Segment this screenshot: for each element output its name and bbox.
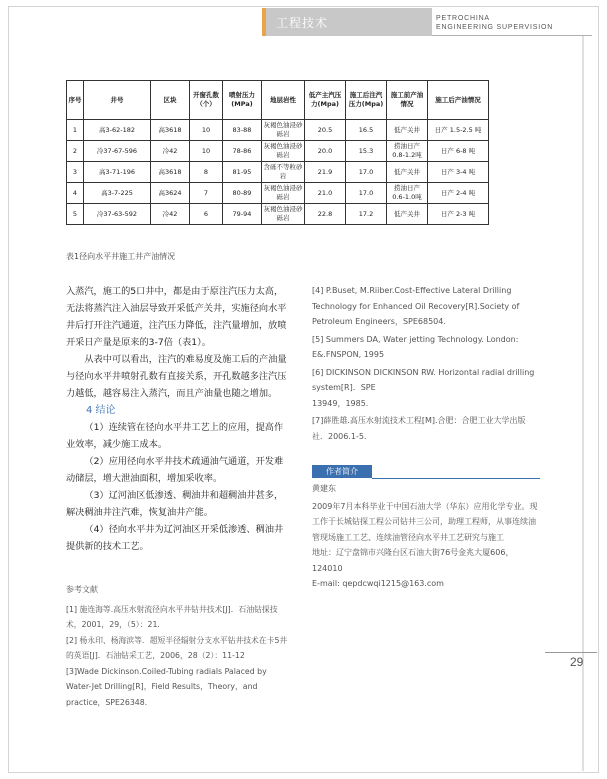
header-en-line1: PETROCHINA (436, 15, 490, 22)
author-name: 黄建东 (312, 484, 336, 493)
table-cell: 高3618 (151, 162, 190, 183)
section-title-conclusion: 4 结论 (86, 405, 116, 416)
author-tag: 作者简介 (312, 465, 372, 478)
table-cell: 高3-7-225 (84, 183, 151, 204)
table-cell: 20.5 (305, 120, 346, 141)
table-cell: 冷42 (151, 204, 190, 225)
reference-item: [2] 杨永印、杨海滨等．超短半径辐射分支水平钻井技术在卡5井的英语[J]．石油钻采工艺，2006，28（2）：11-12 (66, 635, 288, 660)
header-accent (262, 8, 266, 36)
table-cell: 2 (67, 141, 84, 162)
table-cell: 4 (67, 183, 84, 204)
table-cell: 日产 3-4 吨 (428, 162, 489, 183)
col-header: 井号 (84, 81, 151, 120)
table-cell: 15.3 (346, 141, 387, 162)
header-en-line2: ENGINEERING SUPERVISION (436, 24, 554, 31)
table-cell: 17.2 (346, 204, 387, 225)
conclusion-item: （2）应用径向水平井技术疏通油气通道，开发难动储层，增大泄油面积，增加采收率。 (66, 456, 284, 484)
table-cell: 3 (67, 162, 84, 183)
table-cell: 冷37-63-592 (84, 204, 151, 225)
author-bio: 2009年7月本科毕业于中国石油大学（华东）应用化学专业。现工作于长城钻探工程公司钻井三公司，助理工程师，从事连续油管现场施工工艺、连续油管径向水平井工艺研究与施工 (312, 501, 538, 542)
table-cell: 高3-62-182 (84, 120, 151, 141)
conclusion-item: （3）辽河油区低渗透、稠油井和超稠油井甚多，解决稠油井注汽难，恢复油井产能。 (66, 490, 284, 518)
table-cell: 高3-71-196 (84, 162, 151, 183)
table-cell: 灰褐色油浸砂砾岩 (262, 183, 305, 204)
col-header: 地层岩性 (262, 81, 305, 120)
reference-item: [4] P.Buset, M.Riiber.Cost-Effective Lateral Drilling Technology for Enhanced Oil Recovery[R].Society of Petroleum Engineers，SPE68504. (312, 286, 520, 326)
table-cell: 低产关井 (387, 204, 428, 225)
table-cell: 16.5 (346, 120, 387, 141)
table-cell: 78-86 (223, 141, 262, 162)
author-block (312, 481, 540, 592)
table-cell: 日产 6-8 吨 (428, 141, 489, 162)
col-header: 开窗孔数（个） (190, 81, 223, 120)
table-cell: 81-95 (223, 162, 262, 183)
left-column (66, 283, 292, 555)
header-title: 工程技术 (276, 16, 329, 30)
reference-item: [7]薛胜雄.高压水射流技术工程[M].合肥：合肥工业大学出版社．2006.1-5. (312, 416, 526, 441)
table-cell: 17.0 (346, 162, 387, 183)
reference-item: 13949，1985. (312, 398, 369, 408)
table-cell: 1 (67, 120, 84, 141)
table-caption: 表1径向水平井施工井产油情况 (66, 252, 176, 261)
conclusion-item: （4）径向水平井为辽河油区开采低渗透、稠油井提供新的技术工艺。 (66, 524, 284, 552)
table-header-row (67, 81, 489, 120)
table-cell: 10 (190, 141, 223, 162)
table-cell: 低产关井 (387, 162, 428, 183)
page-number-rule (545, 652, 597, 653)
table-cell: 6 (190, 204, 223, 225)
table-cell: 17.0 (346, 183, 387, 204)
table-cell: 22.8 (305, 204, 346, 225)
table-cell: 高3624 (151, 183, 190, 204)
table-cell: 含砾不等粒砂岩 (262, 162, 305, 183)
table-cell: 日产 2-4 吨 (428, 183, 489, 204)
header-divider (432, 35, 592, 36)
table-cell: 10 (190, 120, 223, 141)
col-header: 低产主汽压力(Mpa) (305, 81, 346, 120)
table-cell: 5 (67, 204, 84, 225)
body-paragraph: 从表中可以看出，注汽的难易度及施工后的产油量与径向水平井喷射孔数有直接关系，开孔数越多注汽压力越低，越容易注入蒸汽，而且产油量也随之增加。 (66, 354, 287, 399)
body-paragraph: 入蒸汽，施工的5口井中，都是由于原注汽压力太高，无法将蒸汽注入油层导致开采低产关井，实施径向水平井后打开注汽通道，注汽压力降低，注汽量增加，放喷开采日产量是原来的3-7倍（表1）。 (66, 286, 287, 348)
table-cell: 7 (190, 183, 223, 204)
table-cell: 高3618 (151, 120, 190, 141)
reference-item: [6] DICKINSON DICKINSON RW. Horizontal radial drilling system[R]．SPE (312, 367, 535, 392)
table-cell: 灰褐色油浸砂砾岩 (262, 204, 305, 225)
col-header: 施工后注汽压力(Mpa) (346, 81, 387, 120)
col-header: 施工后产油情况 (428, 81, 489, 120)
production-table (66, 80, 489, 225)
table-cell: 日产 1.5-2.5 吨 (428, 120, 489, 141)
table-cell: 灰褐色油浸砂砾岩 (262, 120, 305, 141)
table-cell: 灰褐色油浸砂砾岩 (262, 141, 305, 162)
table-cell: 21.0 (305, 183, 346, 204)
header-english-title (436, 14, 553, 32)
col-header: 序号 (67, 81, 84, 120)
table-cell: 捞油日产0.8-1.2吨 (387, 141, 428, 162)
table-cell: 8 (190, 162, 223, 183)
reference-item: [5] Summers DA, Water jetting Technology. London: E&.FNSPON, 1995 (312, 334, 519, 359)
references-right (312, 283, 538, 446)
author-email: E-mail: qepdcwqi1215@163.com (312, 579, 444, 588)
table-row (67, 183, 489, 204)
conclusion-item: （1）连续管在径向水平井工艺上的应用，提高作业效率，减少施工成本。 (66, 422, 284, 450)
table-cell: 捞油日产0.6-1.0吨 (387, 183, 428, 204)
col-header: 区块 (151, 81, 190, 120)
table-cell: 冷42 (151, 141, 190, 162)
table-cell: 20.0 (305, 141, 346, 162)
references-left (66, 582, 292, 710)
table-cell: 冷37-67-596 (84, 141, 151, 162)
author-divider (372, 478, 540, 479)
table-cell: 79-94 (223, 204, 262, 225)
table-cell: 83-88 (223, 120, 262, 141)
table-row (67, 162, 489, 183)
reference-item: [3]Wade Dickinson.Coiled-Tubing radials Palaced by Water-Jet Drilling[R]，Field Results，Theory，and practice，SPE26348. (66, 666, 267, 707)
table-cell: 日产 2-3 吨 (428, 204, 489, 225)
table-row (67, 141, 489, 162)
reference-item: [1] 施连海等.高压水射流径向水平井钻井技术[J]．石油钻探技术，2001，29，（5）：21. (66, 604, 278, 629)
table-row (67, 120, 489, 141)
table-row (67, 204, 489, 225)
references-title: 参考文献 (66, 585, 98, 594)
col-header: 施工前产油情况 (387, 81, 428, 120)
author-address: 地址：辽宁盘锦市兴隆台区石油大街76号金兆大厦606，124010 (312, 548, 514, 573)
table-cell: 80-89 (223, 183, 262, 204)
page-number: 29 (570, 655, 584, 669)
table-cell: 低产关井 (387, 120, 428, 141)
table-cell: 21.9 (305, 162, 346, 183)
col-header: 喷射压力(MPa) (223, 81, 262, 120)
